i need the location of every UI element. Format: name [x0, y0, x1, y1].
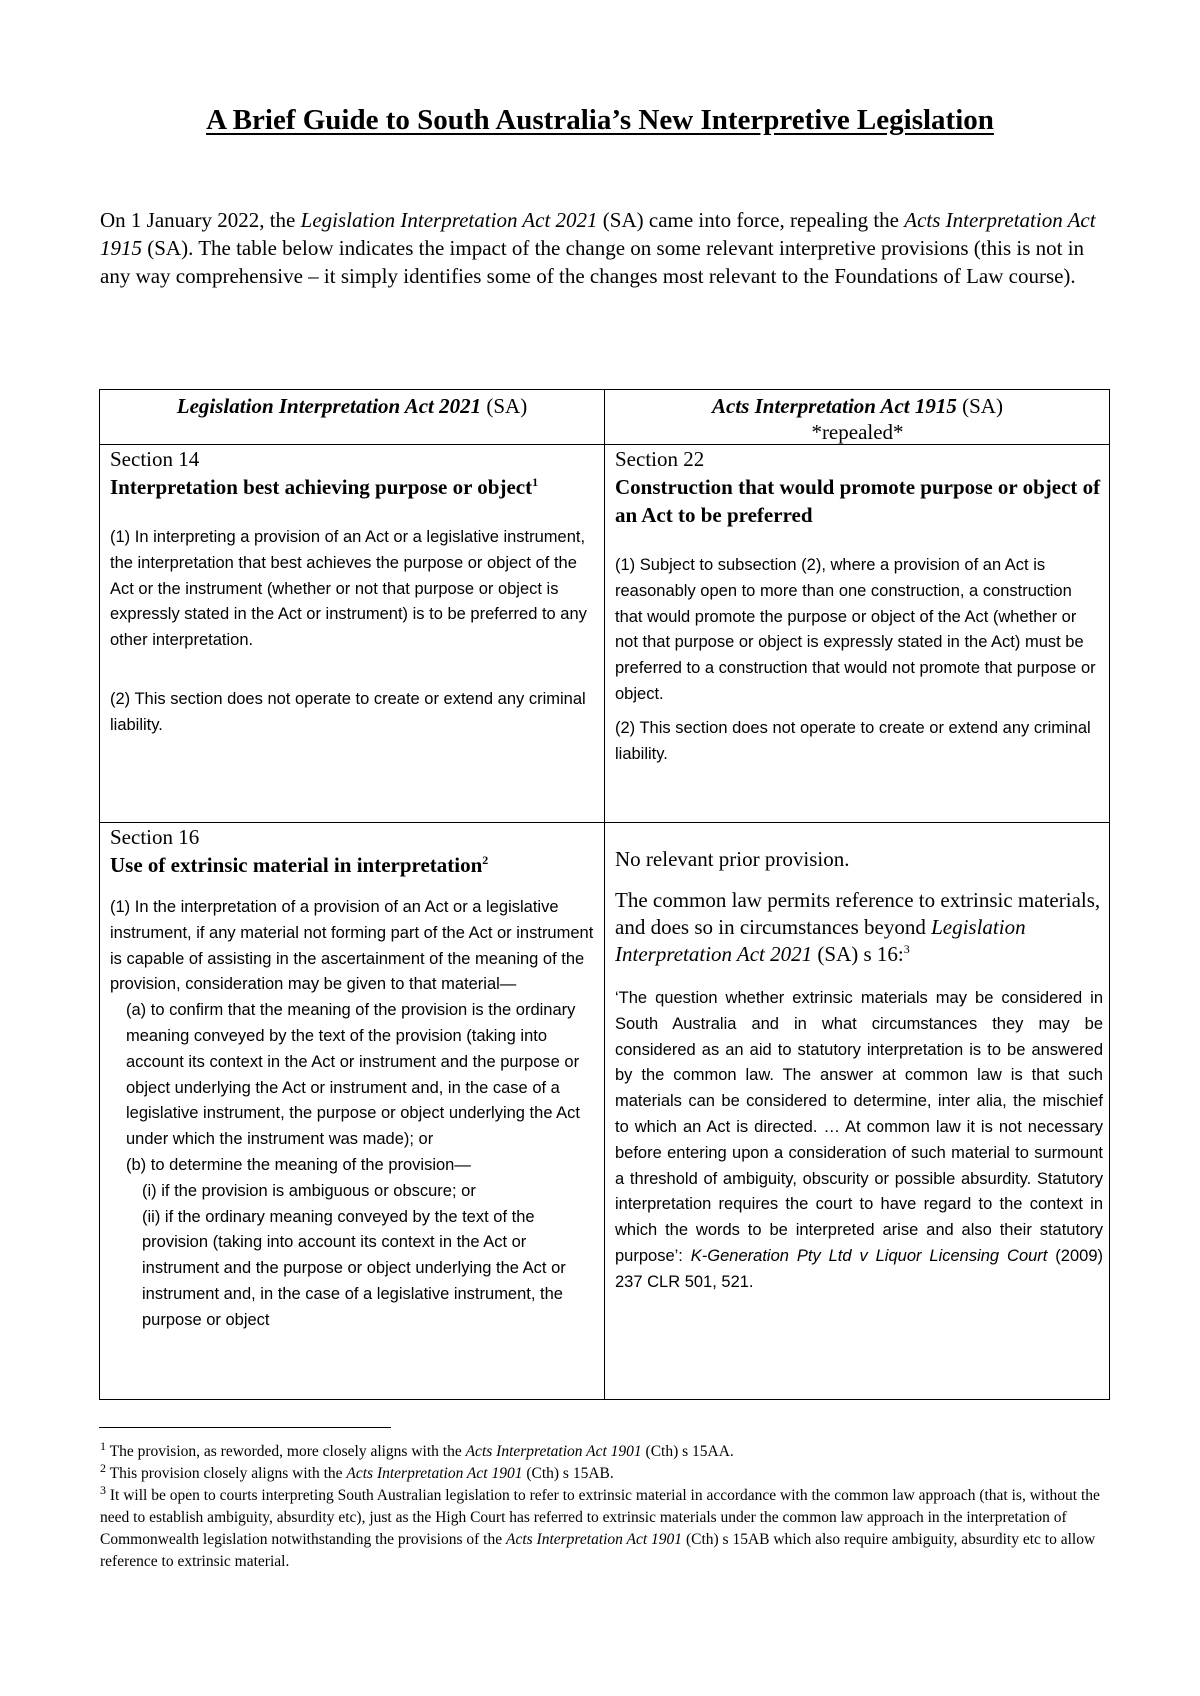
footnote-text: The provision, as reworded, more closely aligns with the [106, 1443, 466, 1460]
subsection-2 [615, 716, 1101, 768]
note-text: The common law permits reference to extrinsic materials, and does so in circumstances beyond [615, 888, 1101, 939]
intro-text: On 1 January 2022, the [100, 208, 301, 232]
act-name: Acts Interpretation Act 1915 [712, 394, 957, 418]
subsection-text: In the interpretation of a provision of an Act or a legislative instrument, if any material not forming part of the Act or instrument is capable of assisting in the ascertainment of the meaning of the provision, consideration may be given to that material— [110, 898, 594, 994]
subsection-1 [615, 553, 1101, 708]
section-heading: Construction that would promote purpose or object of an Act to be preferred [615, 475, 1101, 527]
header-left [100, 393, 604, 419]
case-citation: (2009) 237 CLR 501, 521. [615, 1246, 1104, 1291]
paragraph-number: (a) [126, 1001, 147, 1020]
intro-text: (SA). The table below indicates the impact of the change on some relevant interpretive provisions (this is not in any way comprehensive – it simply identifies some of the changes most relevant to the Foundations of Law course). [100, 236, 1085, 288]
subsection-text: In interpreting a provision of an Act or a legislative instrument, the interpretation that best achieves the purpose or object of the Act or the instrument (whether or not that purpose or object is expressly stated in the Act or instrument) is to be preferred to any other interpretation. [110, 528, 587, 650]
quote-text: ‘The question whether extrinsic materials may be considered in South Australia and in what circumstances they may be considered as an aid to statutory interpretation is to be answered by the common law. The answer at common law is that such materials can be considered to determine, inter alia, the mischief to which an Act is directed. … At common law it is not necessary before entering upon a consideration of such material to surmount a threshold of ambiguity, obscurity or possible absurdity. Statutory interpretation requires the court to have regard to the context in which the words to be interpreted arise and also their statutory purpose’: [615, 989, 1103, 1265]
act-name: Acts Interpretation Act 1915 [100, 208, 1096, 260]
footnote-number: 3 [100, 1482, 106, 1497]
subsection-number: (1) [615, 556, 636, 574]
act-name: Acts Interpretation Act 1901 [465, 1443, 642, 1460]
paragraph-text: to confirm that the meaning of the provision is the ordinary meaning conveyed by the text of the provision (taking into account its context in the Act or instrument and the purpose or object underlying the Act or instrument and, in the case of a legislative instrument, the purpose or object underlying the Act under which the instrument was made); or [126, 1001, 581, 1149]
jurisdiction: (SA) [956, 394, 1003, 418]
section-heading [110, 473, 596, 501]
footnote-1 [100, 1438, 1110, 1463]
section-number: Section 14 [110, 447, 200, 471]
row1-right-cell [615, 446, 1101, 767]
no-prior-provision: No relevant prior provision. [615, 847, 850, 871]
footnote-2 [100, 1460, 1110, 1485]
intro-paragraph [100, 206, 1110, 290]
comparison-table [99, 389, 1110, 1400]
column-divider [604, 390, 605, 1399]
act-name: Legislation Interpretation Act 2021 [176, 394, 482, 418]
subsection-number: (2) [110, 689, 131, 708]
subparagraph-text: if the ordinary meaning conveyed by the text of the provision (taking into account its context in the Act or instrument and the purpose or object underlying the Act or instrument and, in the case of a legislative instrument, the purpose or object [142, 1207, 566, 1329]
header-right [605, 393, 1110, 445]
footnote-number: 1 [100, 1438, 106, 1453]
subsection-text: This section does not operate to create or extend any criminal liability. [615, 718, 1091, 763]
row2-left-cell [110, 824, 598, 1334]
page-title: A Brief Guide to South Australia’s New Interpretive Legislation [206, 104, 994, 136]
row2-right-cell [615, 824, 1103, 1296]
footnote-text: This provision closely aligns with the [106, 1465, 347, 1482]
note-text: (SA) s 16: [812, 942, 904, 966]
paragraph-number: (b) [126, 1155, 147, 1174]
subparagraph-i [110, 1179, 598, 1205]
jurisdiction: (SA) [481, 394, 528, 418]
subsection-number: (1) [110, 898, 131, 916]
act-name: Acts Interpretation Act 1901 [346, 1465, 523, 1482]
footnote-text: (Cth) s 15AA. [641, 1443, 734, 1460]
paragraph-text: to determine the meaning of the provision— [146, 1155, 471, 1174]
section-heading-text: Interpretation best achieving purpose or object [110, 475, 533, 499]
section-heading [110, 851, 598, 879]
common-law-note [615, 887, 1103, 968]
row-divider [100, 822, 1109, 823]
footnote-text: (Cth) s 15AB. [522, 1465, 614, 1482]
subsection-number: (2) [615, 718, 636, 737]
subsection-text: This section does not operate to create or extend any criminal liability. [110, 689, 586, 734]
footnote-text: (Cth) s 15AB which also require ambiguity, absurdity etc to allow reference to extrinsic material. [100, 1531, 1096, 1570]
footnote-separator [99, 1427, 391, 1428]
act-name: Legislation Interpretation Act 2021 [615, 915, 1026, 966]
repealed-note: *repealed* [811, 420, 904, 444]
paragraph-a [110, 998, 598, 1153]
section-number: Section 16 [110, 825, 200, 849]
footnote-ref: 3 [903, 942, 910, 956]
subsection-1 [110, 895, 598, 998]
subparagraph-text: if the provision is ambiguous or obscure; or [156, 1181, 476, 1200]
act-name: Legislation Interpretation Act 2021 [300, 208, 598, 232]
act-name: Acts Interpretation Act 1901 [505, 1531, 683, 1548]
subsection-2 [110, 687, 596, 739]
row1-left-cell [110, 446, 596, 739]
subparagraph-ii [110, 1205, 598, 1334]
footnote-3 [100, 1482, 1110, 1573]
case-quote [615, 986, 1103, 1296]
subsection-text: Subject to subsection (2), where a provision of an Act is reasonably open to more than one construction, a construction that would promote the purpose or object of the Act (whether or not that purpose or object is expressly stated in the Act) must be preferred to a construction that would not promote that purpose or object. [615, 556, 1096, 703]
footnote-ref: 2 [482, 853, 489, 867]
footnote-number: 2 [100, 1460, 106, 1475]
section-number: Section 22 [615, 447, 705, 471]
footnote-text: It will be open to courts interpreting South Australian legislation to refer to extrinsic material in accordance with the common law approach (that is, without the need to establish ambiguity, absurdity etc), just as the High Court has referred to extrinsic materials under the common law approach in the interpretation of Commonwealth legislation notwithstanding the provisions of the [100, 1487, 1100, 1548]
subsection-number: (1) [110, 528, 131, 546]
footnote-ref: 1 [532, 475, 539, 489]
paragraph-b [110, 1153, 598, 1179]
intro-text: (SA) came into force, repealing the [597, 208, 905, 232]
case-name: K-Generation Pty Ltd v Liquor Licensing Court [690, 1246, 1048, 1265]
subsection-1 [110, 525, 596, 654]
footnotes [100, 1438, 1110, 1573]
section-heading-text: Use of extrinsic material in interpretation [110, 853, 483, 877]
subparagraph-number: (ii) [142, 1207, 161, 1226]
subparagraph-number: (i) [142, 1181, 157, 1200]
